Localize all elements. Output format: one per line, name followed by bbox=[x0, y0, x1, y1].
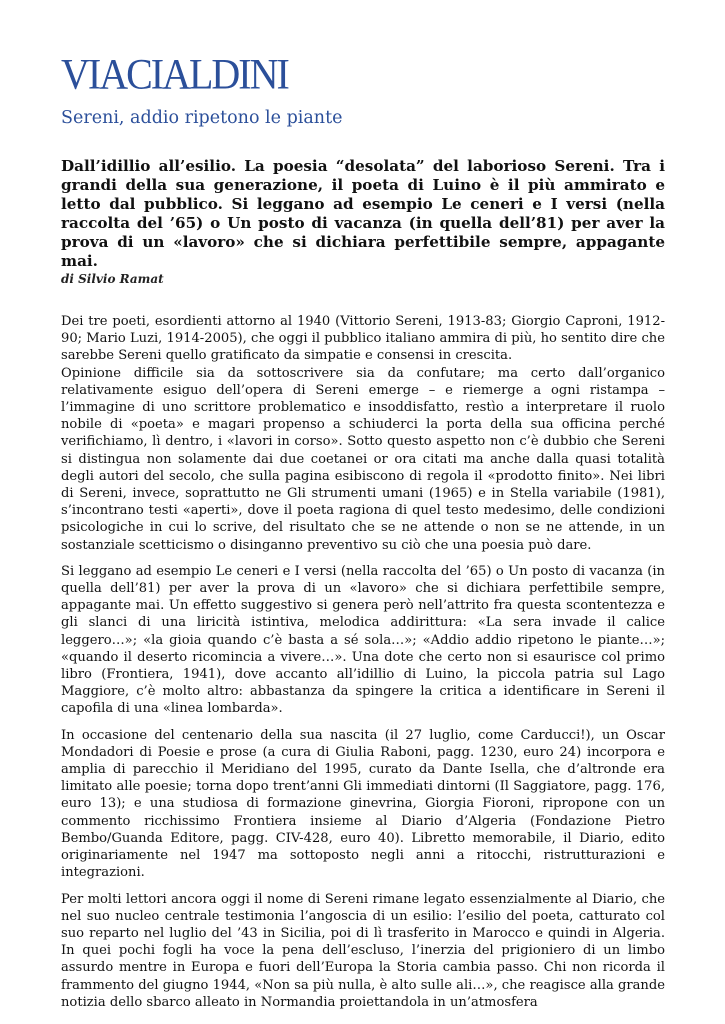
paragraph-2: Opinione difficile sia da sottoscrivere sia da confutare; ma certo dall’organico relativamente esiguo dell’opera di Sereni emerge – e riemerge a ogni ristampa – l’immagine di uno scrittore problematico e insoddisfatto, restìo a interpretare il ruolo nobile di «poeta» e magari propenso a schiuderci la porta della sua officina perché verifichiamo, lì dentro, i «lavori in corso». Sotto questo aspetto non c’è dubbio che Sereni si distingua non solamente dai due coetanei or ora citati ma anche dalla quasi totalità degli autori del secolo, che sulla pagina esibiscono di regola il «prodotto finito». Nei libri di Sereni, invece, soprattutto ne Gli strumenti umani (1965) e in Stella variabile (1981), s’incontrano testi «aperti», dove il poeta ragiona di quel testo medesimo, delle condizioni psicologiche in cui lo scrive, del risultato che se ne attende o non se ne attende, in un sostanziale scetticismo o disinganno preventivo su ciò che una poesia può dare. bbox=[61, 365, 665, 553]
article-headline: Sereni, addio ripetono le piante bbox=[61, 108, 343, 128]
paragraph-3: Si leggano ad esempio Le ceneri e I versi (nella raccolta del ’65) o Un posto di vacanza (in quella dell’81) per aver la prova di un «lavoro» che si dichiara perfettibile sempre, appagante mai. Un effetto suggestivo si genera però nell’attrito fra questa scontentezza e gli slanci di una liricità istintiva, melodica addirittura: «La sera invade il calice leggero…»; «la gioia quando c’è basta a sé sola…»; «Addio addio ripetono le piante…»; «quando il deserto ricomincia a vivere…». Una dote che certo non si esaurisce col primo libro (Frontiera, 1941), dove accanto all’idillio di Luino, la piccola patria sul Lago Maggiore, c’è molto altro: abbastanza da spingere la critica a identificare in Sereni il capofila di una «linea lombarda». bbox=[61, 563, 665, 717]
paragraph-1: Dei tre poeti, esordienti attorno al 1940 (Vittorio Sereni, 1913-83; Giorgio Caproni, 1912-90; Mario Luzi, 1914-2005), che oggi il pubblico italiano ammira di più, ho sentito dire che sarebbe Sereni quello gratificato da simpatie e consensi in crescita. bbox=[61, 314, 665, 364]
site-logo[interactable]: VIACIALDINI bbox=[61, 49, 288, 99]
article-body bbox=[61, 313, 665, 1011]
paragraph-4: In occasione del centenario della sua nascita (il 27 luglio, come Carducci!), un Oscar Mondadori di Poesie e prose (a cura di Giulia Raboni, pagg. 1230, euro 24) incorpora e amplia di parecchio il Meridiano del 1995, curato da Dante Isella, che d’altronde era limitato alle poesie; torna dopo trent’anni Gli immediati dintorni (Il Saggiatore, pagg. 176, euro 13); e una studiosa di formazione ginevrina, Giorgia Fioroni, ripropone con un commento ricchissimo Frontiera insieme al Diario d’Algeria (Fondazione Pietro Bembo/Guanda Editore, pagg. CIV-428, euro 40). Libretto memorabile, il Diario, edito originariamente nel 1947 ma sottoposto negli anni a ritocchi, ristrutturazioni e integrazioni. bbox=[61, 727, 665, 881]
article-lead: Dall’idillio all’esilio. La poesia “desolata” del laborioso Sereni. Tra i grandi della sua generazione, il poeta di Luino è il più ammirato e letto dal pubblico. Si leggano ad esempio Le ceneri e I versi (nella raccolta del ’65) o Un posto di vacanza (in quella dell’81) per aver la prova di un «lavoro» che si dichiara perfettibile sempre, appagante mai. bbox=[61, 157, 665, 270]
paragraph-5: Per molti lettori ancora oggi il nome di Sereni rimane legato essenzialmente al Diario, che nel suo nucleo centrale testimonia l’angoscia di un esilio: l’esilio del poeta, catturato col suo reparto nel luglio del ’43 in Sicilia, poi di lì trasferito in Marocco e quindi in Algeria. In quei pochi fogli ha voce la pena dell’escluso, l’inerzia del prigioniero di un limbo assurdo mentre in Europa e fuori dell’Europa la Storia cambia passo. Chi non ricorda il frammento del giugno 1944, «Non sa più nulla, è alto sulle ali…», che reagisce alla grande notizia dello sbarco alleato in Normandia proiettandola in un’atmosfera bbox=[61, 891, 665, 1010]
article-page bbox=[61, 49, 665, 1011]
article-author: di Silvio Ramat bbox=[61, 272, 164, 286]
